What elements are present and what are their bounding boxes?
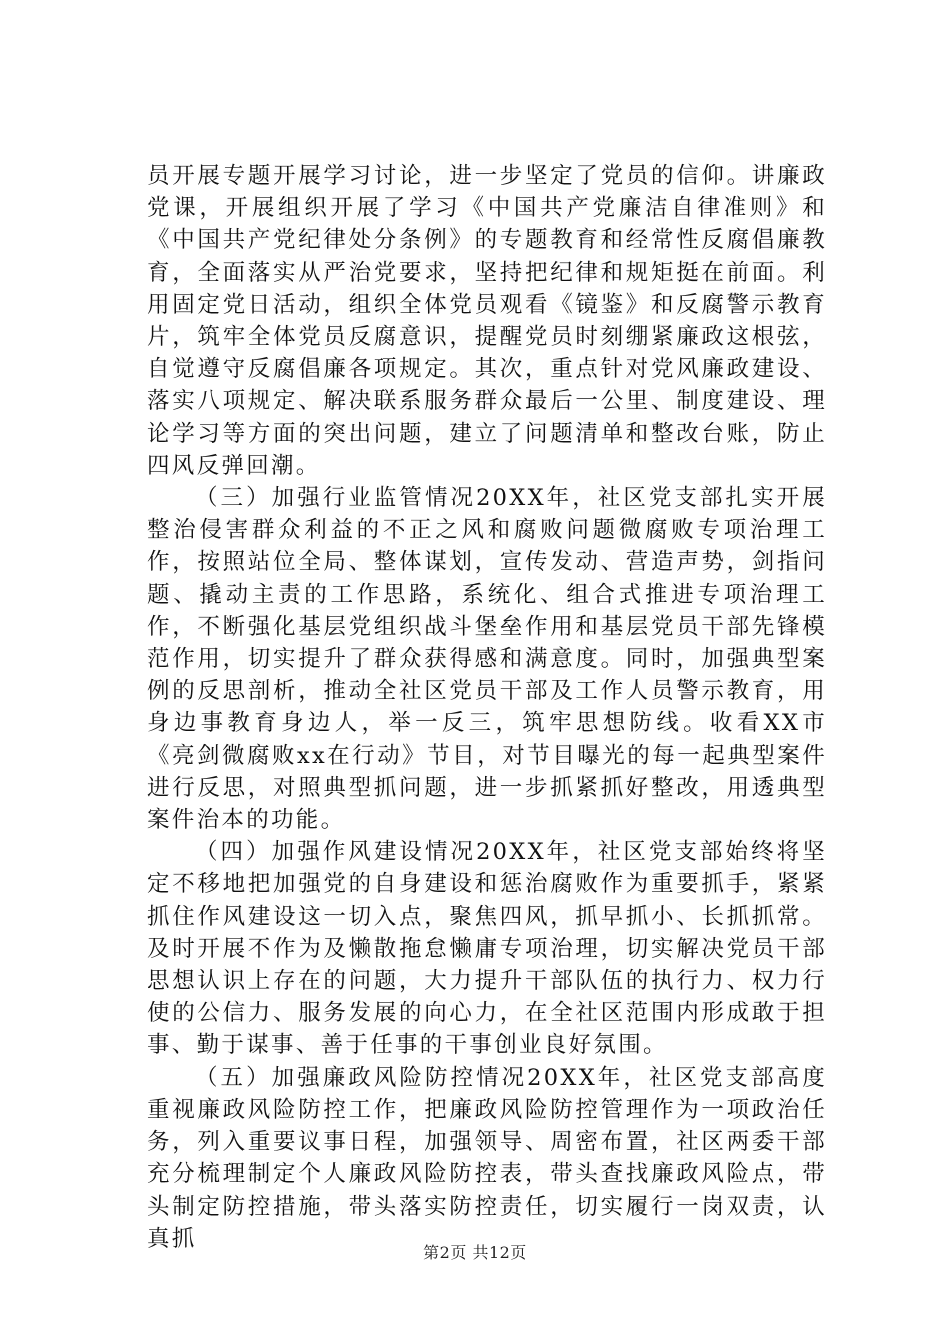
paragraph-party-education: 员开展专题开展学习讨论，进一步坚定了党员的信仰。讲廉政党课，开展组织开展了学习《中国共产党廉洁自律准则》和《中国共产党纪律处分条例》的专题教育和经常性反腐倡廉教育，全面落实从严治党要求，坚持把纪律和规矩挺在前面。利用固定党日活动，组织全体党员观看《镜鉴》和反腐警示教育片，筑牢全体党员反腐意识，提醒党员时刻绷紧廉政这根弦，自觉遵守反腐倡廉各项规定。其次，重点针对党风廉政建设、落实八项规定、解决联系服务群众最后一公里、制度建设、理论学习等方面的突出问题，建立了问题清单和整改台账，防止四风反弹回潮。 [147, 163, 827, 479]
document-body [147, 160, 827, 1255]
paragraph-risk-control: （五）加强廉政风险防控情况20XX年，社区党支部高度重视廉政风险防控工作，把廉政风险防控管理作为一项政治任务，列入重要议事日程，加强领导、周密布置，社区两委干部充分梳理制定个人廉政风险防控表，带头查找廉政风险点，带头制定防控措施，带头落实防控责任，切实履行一岗双责，认真抓 [147, 1064, 827, 1252]
page-number-footer: 第2页 共12页 [423, 1243, 527, 1262]
paragraph-work-style: （四）加强作风建设情况20XX年，社区党支部始终将坚定不移地把加强党的自身建设和惩治腐败作为重要抓手，紧紧抓住作风建设这一切入点，聚焦四风，抓早抓小、长抓抓常。及时开展不作为及懒散拖怠懒庸专项治理，切实解决党员干部思想认识上存在的问题，大力提升干部队伍的执行力、权力行使的公信力、服务发展的向心力，在全社区范围内形成敢于担事、勤于谋事、善于任事的干事创业良好氛围。 [147, 839, 827, 1059]
paragraph-industry-supervision: （三）加强行业监管情况20XX年，社区党支部扎实开展整治侵害群众利益的不正之风和腐败问题微腐败专项治理工作，按照站位全局、整体谋划，宣传发动、营造声势，剑指问题、撬动主责的工作思路，系统化、组合式推进专项治理工作，不断强化基层党组织战斗堡垒作用和基层党员干部先锋模范作用，切实提升了群众获得感和满意度。同时，加强典型案例的反思剖析，推动全社区党员干部及工作人员警示教育，用身边事教育身边人，举一反三，筑牢思想防线。收看XX市《亮剑微腐败xx在行动》节目，对节目曝光的每一起典型案件进行反思，对照典型抓问题，进一步抓紧抓好整改，用透典型案件治本的功能。 [147, 485, 827, 834]
